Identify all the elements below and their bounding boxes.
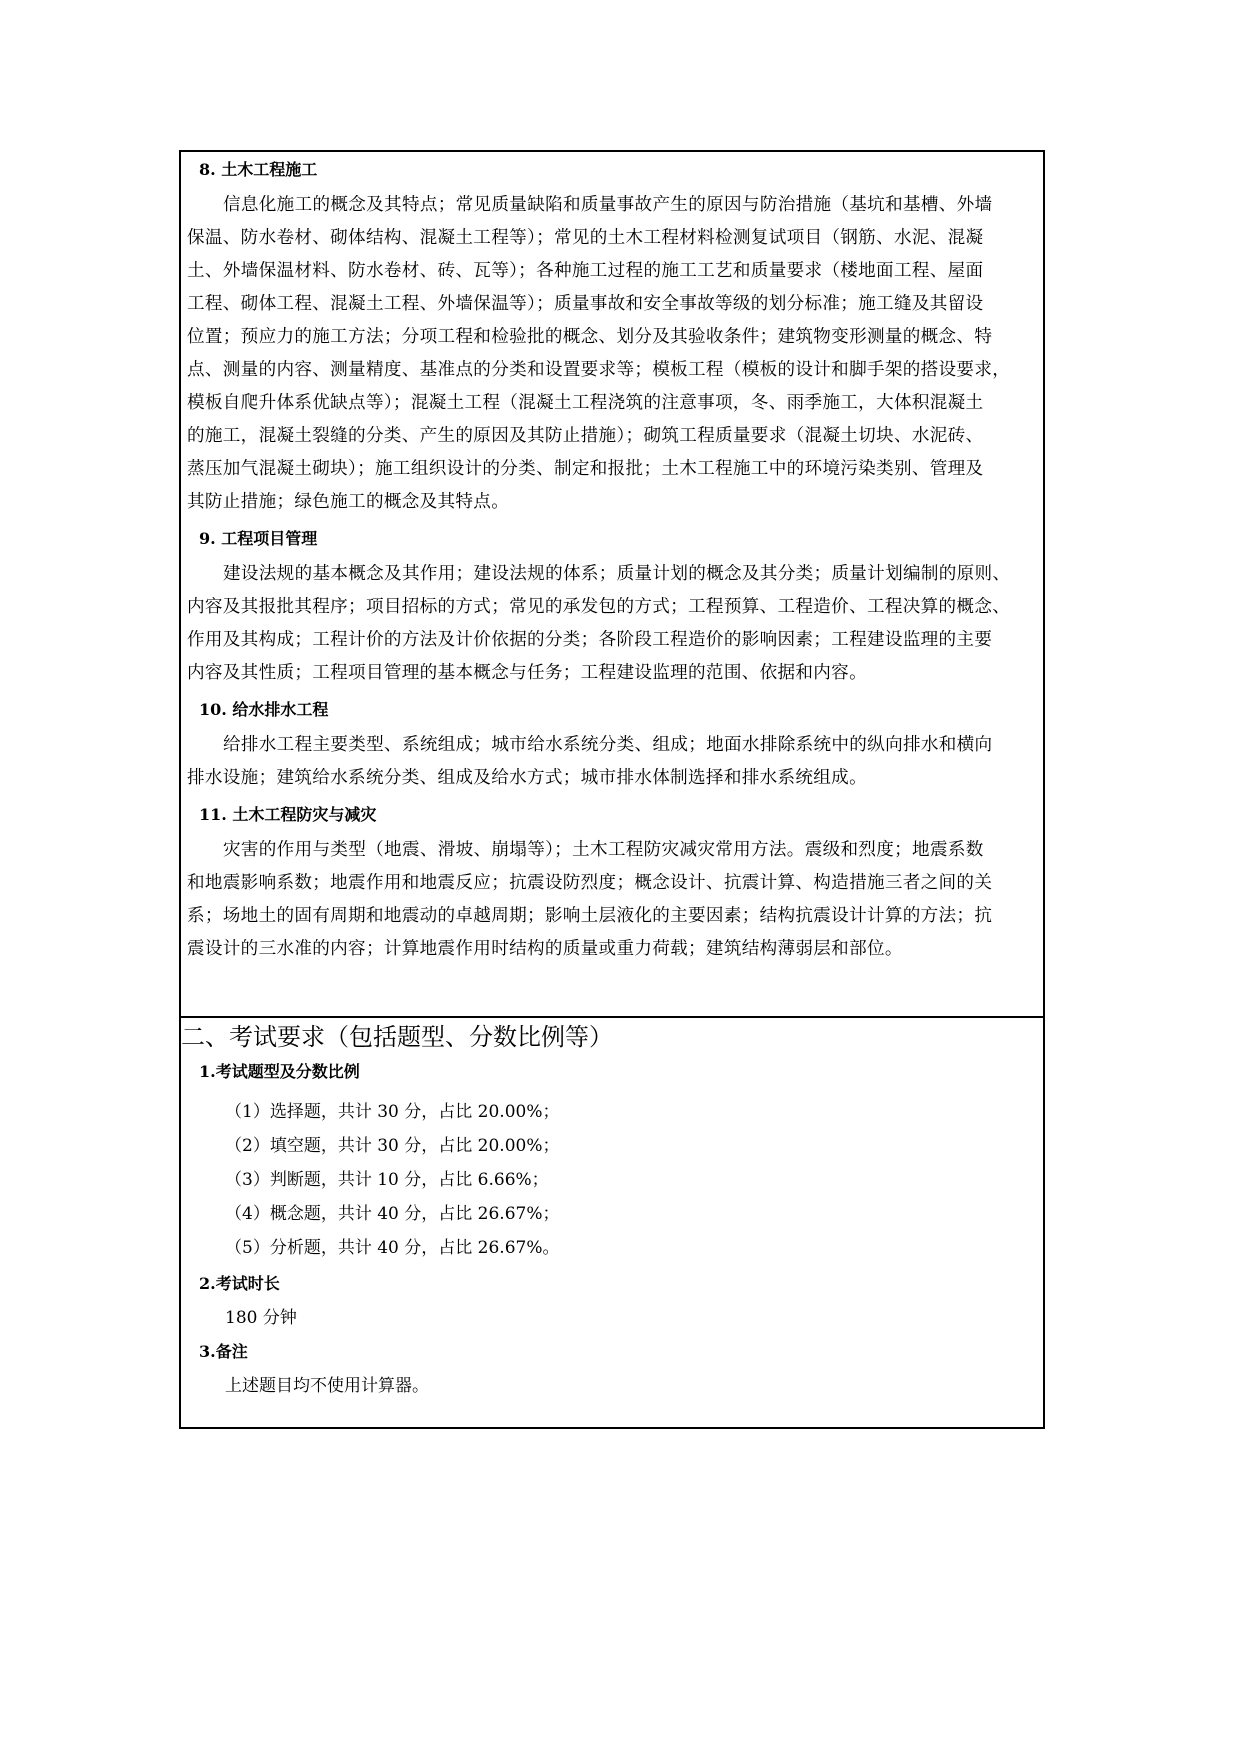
question-type-item: （2）填空题，共计 30 分，占比 20.00%； bbox=[225, 1136, 560, 1156]
duration-heading: 2.考试时长 bbox=[199, 1274, 280, 1293]
section-title: 二、考试要求（包括题型、分数比例等） bbox=[181, 1023, 613, 1051]
exam-requirements-cell bbox=[181, 1018, 1043, 1427]
paragraph-line: 灾害的作用与类型（地震、滑坡、崩塌等）；土木工程防灾减灾常用方法。震级和烈度；地震系数 bbox=[223, 840, 984, 860]
paragraph-line: 模板自爬升体系优缺点等）；混凝土工程（混凝土工程浇筑的注意事项，冬、雨季施工，大体积混凝土 bbox=[187, 393, 984, 413]
paragraph-line: 其防止措施；绿色施工的概念及其特点。 bbox=[187, 492, 510, 512]
paragraph-line: 保温、防水卷材、砌体结构、混凝土工程等）；常见的土木工程材料检测复试项目（钢筋、水泥、混凝 bbox=[187, 228, 984, 248]
paragraph-line: 震设计的三水准的内容；计算地震作用时结构的质量或重力荷载；建筑结构薄弱层和部位。 bbox=[187, 939, 903, 959]
question-type-item: （1）选择题，共计 30 分，占比 20.00%； bbox=[225, 1102, 560, 1122]
duration-value: 180 分钟 bbox=[225, 1308, 297, 1328]
paragraph-line: 土、外墙保温材料、防水卷材、砖、瓦等）；各种施工过程的施工工艺和质量要求（楼地面工程、屋面 bbox=[187, 261, 984, 281]
paragraph-line: 的施工，混凝土裂缝的分类、产生的原因及其防止措施）；砌筑工程质量要求（混凝土切块、水泥砖、 bbox=[187, 426, 984, 446]
paragraph-line: 系；场地土的固有周期和地震动的卓越周期；影响土层液化的主要因素；结构抗震设计计算的方法；抗 bbox=[187, 906, 993, 926]
paragraph-line: 和地震影响系数；地震作用和地震反应；抗震设防烈度；概念设计、抗震计算、构造措施三者之间的关 bbox=[187, 873, 993, 893]
topic-heading: 10. 给水排水工程 bbox=[199, 700, 329, 719]
question-types-heading: 1.考试题型及分数比例 bbox=[199, 1062, 360, 1081]
question-type-item: （5）分析题，共计 40 分，占比 26.67%。 bbox=[225, 1238, 560, 1258]
paragraph-line: 信息化施工的概念及其特点；常见质量缺陷和质量事故产生的原因与防治措施（基坑和基槽、外墙 bbox=[223, 195, 993, 215]
paragraph-line: 位置；预应力的施工方法；分项工程和检验批的概念、划分及其验收条件；建筑物变形测量的概念、特 bbox=[187, 327, 993, 347]
topic-heading: 8. 土木工程施工 bbox=[199, 160, 318, 179]
notes-value: 上述题目均不使用计算器。 bbox=[225, 1376, 429, 1396]
paragraph-line: 排水设施；建筑给水系统分类、组成及给水方式；城市排水体制选择和排水系统组成。 bbox=[187, 768, 867, 788]
exam-syllabus-table bbox=[179, 150, 1045, 1429]
notes-heading: 3.备注 bbox=[199, 1342, 248, 1361]
paragraph-line: 内容及其报批其程序；项目招标的方式；常见的承发包的方式；工程预算、工程造价、工程决算的概念、 bbox=[187, 597, 1011, 617]
paragraph-line: 工程、砌体工程、混凝土工程、外墙保温等）；质量事故和安全事故等级的划分标准；施工缝及其留设 bbox=[187, 294, 984, 314]
exam-content-cell bbox=[181, 152, 1043, 1018]
question-type-item: （3）判断题，共计 10 分，占比 6.66%； bbox=[225, 1170, 549, 1190]
paragraph-line: 作用及其构成；工程计价的方法及计价依据的分类；各阶段工程造价的影响因素；工程建设监理的主要 bbox=[187, 630, 993, 650]
question-type-item: （4）概念题，共计 40 分，占比 26.67%； bbox=[225, 1204, 560, 1224]
topic-heading: 11. 土木工程防灾与减灾 bbox=[199, 805, 377, 824]
paragraph-line: 蒸压加气混凝土砌块）；施工组织设计的分类、制定和报批；土木工程施工中的环境污染类别、管理及 bbox=[187, 459, 984, 479]
paragraph-line: 点、测量的内容、测量精度、基准点的分类和设置要求等；模板工程（模板的设计和脚手架的搭设要求， bbox=[187, 360, 1011, 380]
paragraph-line: 内容及其性质；工程项目管理的基本概念与任务；工程建设监理的范围、依据和内容。 bbox=[187, 663, 867, 683]
topic-heading: 9. 工程项目管理 bbox=[199, 529, 318, 548]
paragraph-line: 建设法规的基本概念及其作用；建设法规的体系；质量计划的概念及其分类；质量计划编制的原则、 bbox=[223, 564, 1011, 584]
paragraph-line: 给排水工程主要类型、系统组成；城市给水系统分类、组成；地面水排除系统中的纵向排水和横向 bbox=[223, 735, 993, 755]
